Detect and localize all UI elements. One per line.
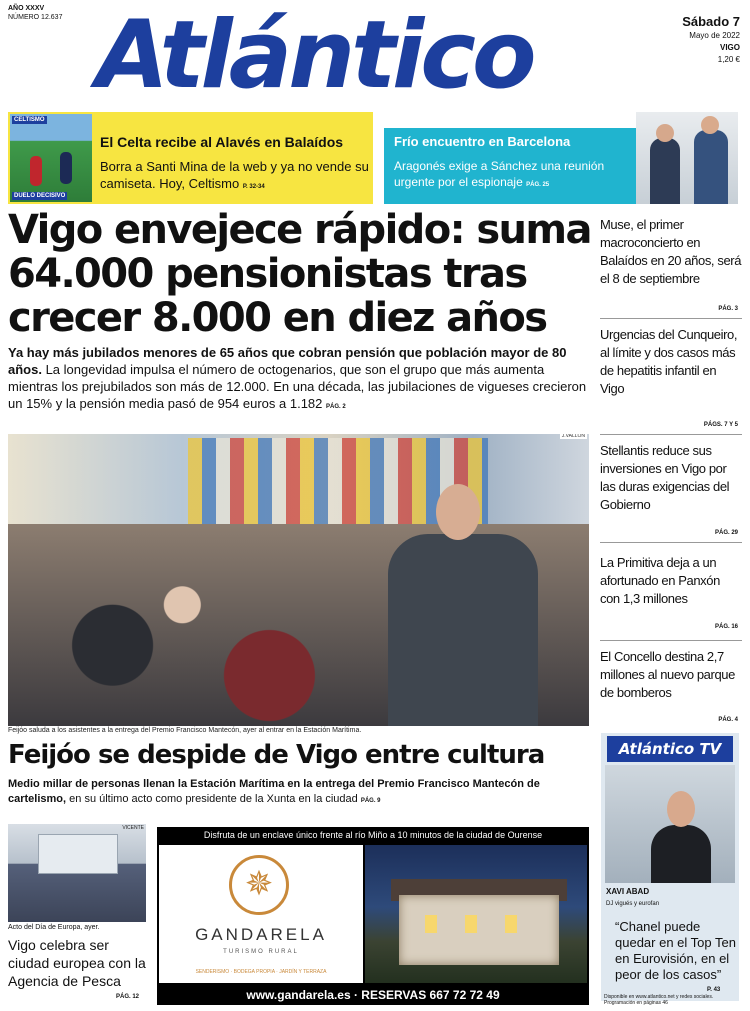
second-lede	[8, 777, 593, 809]
teaser-celta-body: Borra a Santi Mina de la web y ya no vende su camiseta. Hoy, Celtismo P. 32-34	[100, 159, 369, 191]
divider	[600, 434, 742, 435]
masthead-date	[682, 14, 740, 66]
ad-brand-card	[159, 845, 363, 983]
main-photo[interactable]	[8, 434, 589, 726]
right-item[interactable]: Muse, el primer macroconcierto en Balaídos en 20 años, será el 8 de septiembre	[600, 217, 742, 286]
europe-day-photo[interactable]	[8, 824, 146, 922]
teaser-barcelona-photo	[636, 112, 738, 204]
teaser-barcelona-body: Aragonés exige a Sánchez una reunión urgente por el espionaje PÁG. 25	[394, 159, 605, 189]
teaser-celta-tag: CELTISMO	[14, 117, 45, 123]
edition-year: AÑO XXXV	[8, 5, 45, 12]
divider	[600, 542, 742, 543]
tv-guest-name: XAVI ABAD	[606, 887, 650, 896]
teaser-celta-tag2: DUELO DECISIVO	[14, 193, 66, 199]
europe-day-caption: Acto del Día de Europa, ayer.	[8, 924, 100, 931]
right-item-page: PÁG. 29	[714, 530, 738, 536]
ad-brand: GANDARELA	[195, 925, 327, 944]
teaser-celta-photo	[10, 114, 92, 202]
divider	[600, 640, 742, 641]
ad-house-photo	[365, 845, 587, 983]
player-red	[30, 156, 42, 186]
right-item[interactable]: La Primitiva deja a un afortunado en Panxón con 1,3 millones	[600, 555, 720, 606]
teaser-barcelona-headline: Frío encuentro en Barcelona	[394, 134, 571, 149]
star-logo-icon: ✵	[229, 855, 289, 915]
divider	[600, 318, 742, 319]
ad-features: SENDERISMO · BODEGA PROPIA · JARDÍN Y TERRAZA	[195, 969, 327, 975]
teaser-celta-page: P. 32-34	[242, 184, 265, 190]
issue-date: Mayo de 2022	[689, 31, 740, 40]
tv-quote: “Chanel puede quedar en el Top Ten en Eurovisión, en el peor de los casos”	[615, 919, 736, 982]
europe-day-photo-credit: VICENTE	[122, 825, 144, 831]
issue-price: 1,20 €	[717, 55, 740, 64]
second-lede-text: en su último acto como presidente de la Xunta en la ciudad	[66, 793, 358, 805]
teaser-barcelona[interactable]	[384, 128, 738, 204]
issue-day: Sábado 7	[682, 14, 740, 29]
second-headline[interactable]: Feijóo se despide de Vigo entre cultura	[8, 740, 545, 770]
main-lede-text: La longevidad impulsa el número de octogenarios, que son el grupo que más aumenta mientras los prejubilados son más de 12.000. En una década, las jubilaciones de vigueses crecieron un 15% y la pensión media pasó de 954 euros a 1.182	[8, 362, 587, 411]
right-item-page: PÁGS. 7 Y 5	[703, 422, 738, 428]
masthead-info	[8, 4, 62, 22]
ad-top-text: Disfruta de un enclave único frente al río Miño a 10 minutos de la ciudad de Ourense	[203, 830, 543, 840]
right-item-page: PÁG. 16	[714, 624, 738, 630]
ad-contact: www.gandarela.es · RESERVAS 667 72 72 49	[246, 988, 500, 1002]
newspaper-logo[interactable]: Atlántico	[96, 1, 533, 110]
europe-day-page: PÁG. 12	[116, 994, 140, 1000]
main-headline[interactable]: Vigo envejece rápido: suma 64.000 pensionistas tras crecer 8.000 en diez años	[8, 207, 591, 341]
right-item[interactable]: Urgencias del Cunqueiro, al límite y dos casos más de hepatitis infantil en Vigo	[600, 327, 738, 396]
main-photo-caption: Feijóo saluda a los asistentes a la entrega del Premio Francisco Mantecón, ayer al entrar en la Estación Marítima.	[8, 727, 362, 734]
tv-guest-role: DJ vigués y eurofan	[606, 901, 660, 907]
gandarela-ad[interactable]	[157, 827, 589, 1005]
ad-subtitle: TURISMO RURAL	[223, 949, 299, 955]
photo-credit: J.VALLÓN	[561, 434, 585, 439]
teaser-celta[interactable]	[8, 112, 373, 204]
europe-day-headline[interactable]: Vigo celebra ser ciudad europea con la Agencia de Pesca	[8, 937, 146, 989]
player-blue	[60, 152, 72, 184]
main-lede-page: PÁG. 2	[326, 404, 346, 410]
right-item[interactable]: Stellantis reduce sus inversiones en Vigo por las duras exigencias del Gobierno	[600, 443, 730, 512]
right-item[interactable]: El Concello destina 2,7 millones al nuevo parque de bomberos	[600, 649, 735, 700]
second-lede-bold: Medio millar de personas llenan la Estación Marítima en la entrega del Premio Francisco Mantecón de cartelismo,	[8, 778, 540, 805]
tv-footer: Disponible en www.atlantico.net y redes sociales. Programación en páginas 46	[604, 994, 714, 1006]
tv-photo	[605, 765, 735, 883]
teaser-celta-headline: El Celta recibe al Alavés en Balaídos	[100, 134, 344, 150]
atlantico-tv-box[interactable]	[601, 733, 739, 1006]
issue-city: VIGO	[719, 43, 740, 52]
teaser-barcelona-page: PÁG. 25	[526, 182, 550, 188]
main-lede-bold: Ya hay más jubilados menores de 65 años que cobran pensión que población mayor de 80 años.	[8, 345, 567, 377]
tv-page: P. 43	[707, 987, 721, 993]
edition-number: NÚMERO 12.637	[8, 14, 63, 21]
main-lede	[8, 344, 591, 416]
right-item-page: PÁG. 4	[718, 717, 738, 723]
right-item-page: PÁG. 3	[718, 306, 738, 312]
second-lede-page: PÁG. 9	[360, 798, 381, 804]
tv-title: Atlántico TV	[607, 736, 733, 762]
